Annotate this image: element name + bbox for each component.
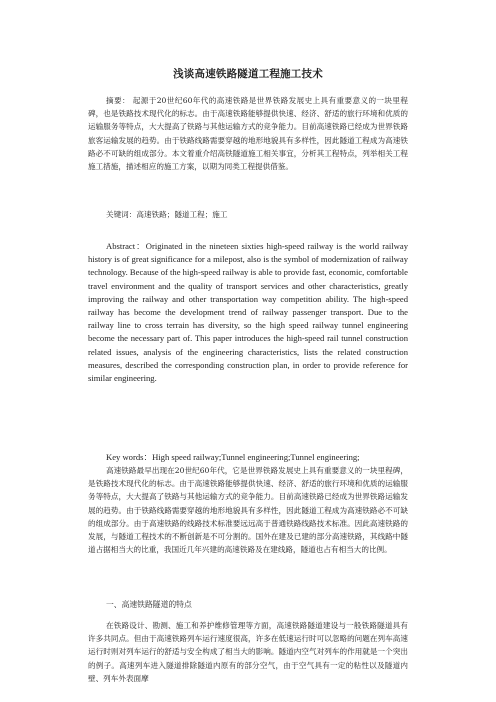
abstract-english: Abstract：Originated in the nineteen sixties high-speed railway is the world railway history is of great significance for a milepost, also is the symbol of modernization of railway technology. Because of the high-speed railway is able to provide fast, economic, comfortable travel environment and the quality of transport services and other characteristics, greatly improving the railway and other transportation way competition ability. The high-speed railway has become the development trend of railway passenger transport. Due to the railway line to cross terrain has diversity, so the high speed railway tunnel engineering become the necessary part of. This paper introduces the high-speed rail tunnel construction related issues, analysis of the engineering characteristics, lists the related construction measures, described the corresponding construction plan, in order to provide reference for similar engineering. — [88, 241, 408, 384]
introduction-paragraph: 高速铁路最早出现在20世纪60年代，它是世界铁路发展史上具有重要意义的一块里程碑，是铁路技术现代化的标志。由于高速铁路能够提供快速、经济、舒适的旅行环境和优质的运输服务等特点，大大提高了铁路与其他运输方式的竞争能力。目前高速铁路已经成为世界铁路运输发展的趋势。由于铁路线路需要穿越的地形地貌具有多样性，因此隧道工程成为高速铁路必不可缺的组成部分。由于高速铁路的线路技术标准要远远高于普通铁路线路技术标准。因此高速铁路的发展，与隧道工程技术的不断创新是不可分割的。国外在建及已建的部分高速铁路，其线路中隧道占据相当大的比重，我国近几年兴建的高速铁路及在建线路，隧道也占有相当大的比例。 — [88, 466, 408, 555]
section-body: 在铁路设计、勘测、施工和养护维修管理等方面，高速铁路隧道建设与一般铁路隧道具有许多共同点。但由于高速铁路列车运行速度很高，许多在低速运行时可以忽略的问题在列车高速运行时则对列车运行的舒适与安全构成了相当大的影响。隧道内空气对列车的作用就是一个突出的例子。高速列车进入隧道排除隧道内原有的部分空气，由于空气具有一定的粘性以及隧道内壁、列车外表面摩 — [88, 621, 408, 683]
section-heading: 一、高速铁路隧道的特点 — [106, 600, 192, 609]
keywords-chinese: 关键词：高速铁路；隧道工程；施工 — [106, 210, 228, 219]
abstract-chinese: 摘要： 起源于20世纪60年代的高速铁路是世界铁路发展史上具有重要意义的一块里程碑，也是铁路技术现代化的标志。由于高速铁路能够提供快速、经济、舒适的旅行环境和优质的运输服务等特点，大大提高了铁路与其他运输方式的竞争能力。目前高速铁路已经成为世界铁路旅客运输发展的趋势。由于铁路线路需要穿越的地形地貌具有多样性，因此隧道工程成为高速铁路必不可缺的组成部分。本文着重介绍高铁隧道施工相关事宜，分析其工程特点，列举相关工程施工措施，描述相应的施工方案，以期为同类工程提供借鉴。 — [88, 96, 408, 172]
keywords-english: Key words：High speed railway;Tunnel engineering;Tunnel engineering; — [106, 452, 360, 462]
document-title: 浅谈高速铁路隧道工程施工技术 — [173, 68, 323, 80]
